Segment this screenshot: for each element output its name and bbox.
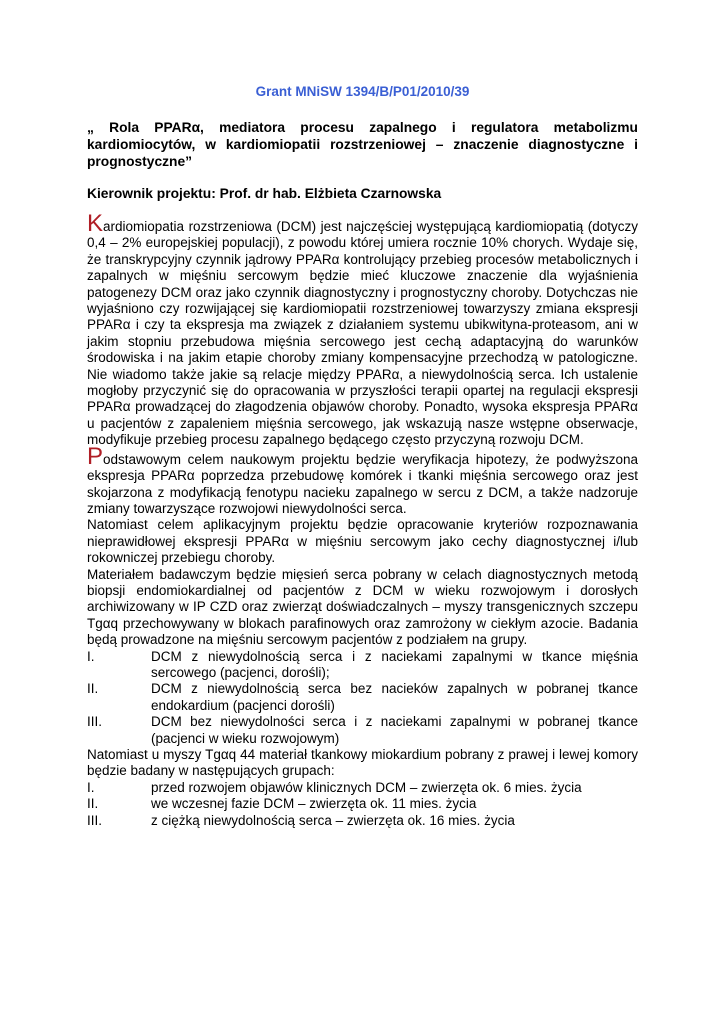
list-number: II. [87,796,99,812]
list-item [87,649,638,682]
list-item [87,681,638,714]
list-text: przed rozwojem objawów klinicznych DCM – zwierzęta ok. 6 mies. życia [151,779,582,795]
paragraph-mice: Natomiast u myszy Tgαq 44 materiał tkankowy miokardium pobrany z prawej i lewej komory będzie badany w następujących grupach: [87,747,638,779]
mice-groups-list [87,780,638,829]
list-item [87,780,638,796]
list-number: III. [87,812,103,828]
drop-cap: P [87,442,104,470]
list-number: I. [87,779,95,795]
document-body [87,210,638,829]
list-text: DCM z niewydolnością serca bez nacieków zapalnych w pobranej tkance endokardium (pacjenci dorośli) [151,681,638,713]
list-text: DCM bez niewydolności serca i z naciekami zapalnymi w pobranej tkance (pacjenci w wieku rozwojowym) [151,714,638,746]
patient-groups-list [87,649,638,747]
list-text: we wczesnej fazie DCM – zwierzęta ok. 11 mies. życia [151,796,477,812]
paragraph-intro [87,210,638,449]
project-leader: Kierownik projektu: Prof. dr hab. Elżbieta Czarnowska [87,186,442,201]
list-item [87,813,638,829]
paragraph-text: ardiomiopatia rozstrzeniowa (DCM) jest najczęściej występującą kardiomiopatią (dotyczy 0,4 – 2% europejskiej populacji), z powodu której umiera rocznie 10% chorych. Wydaje się, że transkrypcyjny czynnik jądrowy PPARα kontrolujący przebieg procesów metabolicznych i zapalnych w mięśniu sercowym będzie mieć kluczowe znaczenie dla wyjaśnienia patogenezy DCM oraz jako czynnik diagnostyczny i prognostyczny choroby. Dotychczas nie wyjaśniono czy rozwijającej się kardiomiopatii rozstrzeniowej towarzyszy zmiana ekspresji PPARα i czy ta ekspresja ma związek z działaniem systemu ubikwityna-proteasom, ani w jakim stopniu przebudowa mięśnia sercowego jest cechą adaptacyjną do warunków środowiska i na jakim etapie choroby zmiany kompensacyjne przechodzą w patologiczne. Nie wiadomo także jakie są relacje między PPARα, a niewydolnością serca. Ich ustalenie mogłoby przyczynić się do opracowania w przyszłości terapii opartej na regulacji ekspresji PPARα prowadzącej do złagodzenia objawów choroby. Ponadto, wysoka ekspresja PPARα u pacjentów z zapaleniem mięśnia sercowego, jak wskazują nasze wstępne obserwacje, modyfikuje przebieg procesu zapalnego będącego często przyczyną rozwoju DCM. [87,219,638,448]
list-number: II. [87,681,99,697]
list-item [87,714,638,747]
list-item [87,796,638,812]
list-number: I. [87,648,95,664]
drop-cap: K [87,210,104,237]
list-text: z ciężką niewydolnością serca – zwierzęta ok. 16 mies. życia [151,812,515,828]
paragraph-text: odstawowym celem naukowym projektu będzie weryfikacja hipotezy, że podwyższona ekspresja PPARα poprzedza przebudowę komórek i tkanki mięśnia sercowego oraz jest skojarzona z modyfikacją fenotypu nacieku zapalnego w sercu z DCM, a także nadzoruje zmiany towarzyszące rozwojowi niewydolności serca. [87,451,638,516]
list-number: III. [87,714,103,730]
project-title: „ Rola PPARα, mediatora procesu zapalnego i regulatora metabolizmu kardiomiocytów, w kardiomiopatii rozstrzeniowej – znaczenie diagnostyczne i prognostyczne” [87,120,638,169]
grant-number: Grant MNiSW 1394/B/P01/2010/39 [255,84,470,99]
paragraph-material: Materiałem badawczym będzie mięsień serca pobrany w celach diagnostycznych metodą biopsji endomiokardialnej od pacjentów z DCM w wieku rozwojowym i dorosłych archiwizowany w IP CZD oraz zwierząt doświadczalnych – myszy transgenicznych szczepu Tgαq przechowywany w blokach parafinowych oraz zamrożony w ciekłym azocie. Badania będą prowadzone na mięśniu sercowym pacjentów z podziałem na grupy. [87,566,638,648]
list-text: DCM z niewydolnością serca i z naciekami zapalnymi w tkance mięśnia sercowego (pacjenci, dorośli); [151,648,638,680]
paragraph-aim [87,442,638,518]
document-page [87,84,638,829]
paragraph-applied-aim: Natomiast celem aplikacyjnym projektu będzie opracowanie kryteriów rozpoznawania nieprawidłowej ekspresji PPARα w mięśniu sercowym jako cechy diagnostycznej i/lub rokowniczej przebiegu choroby. [87,517,638,566]
